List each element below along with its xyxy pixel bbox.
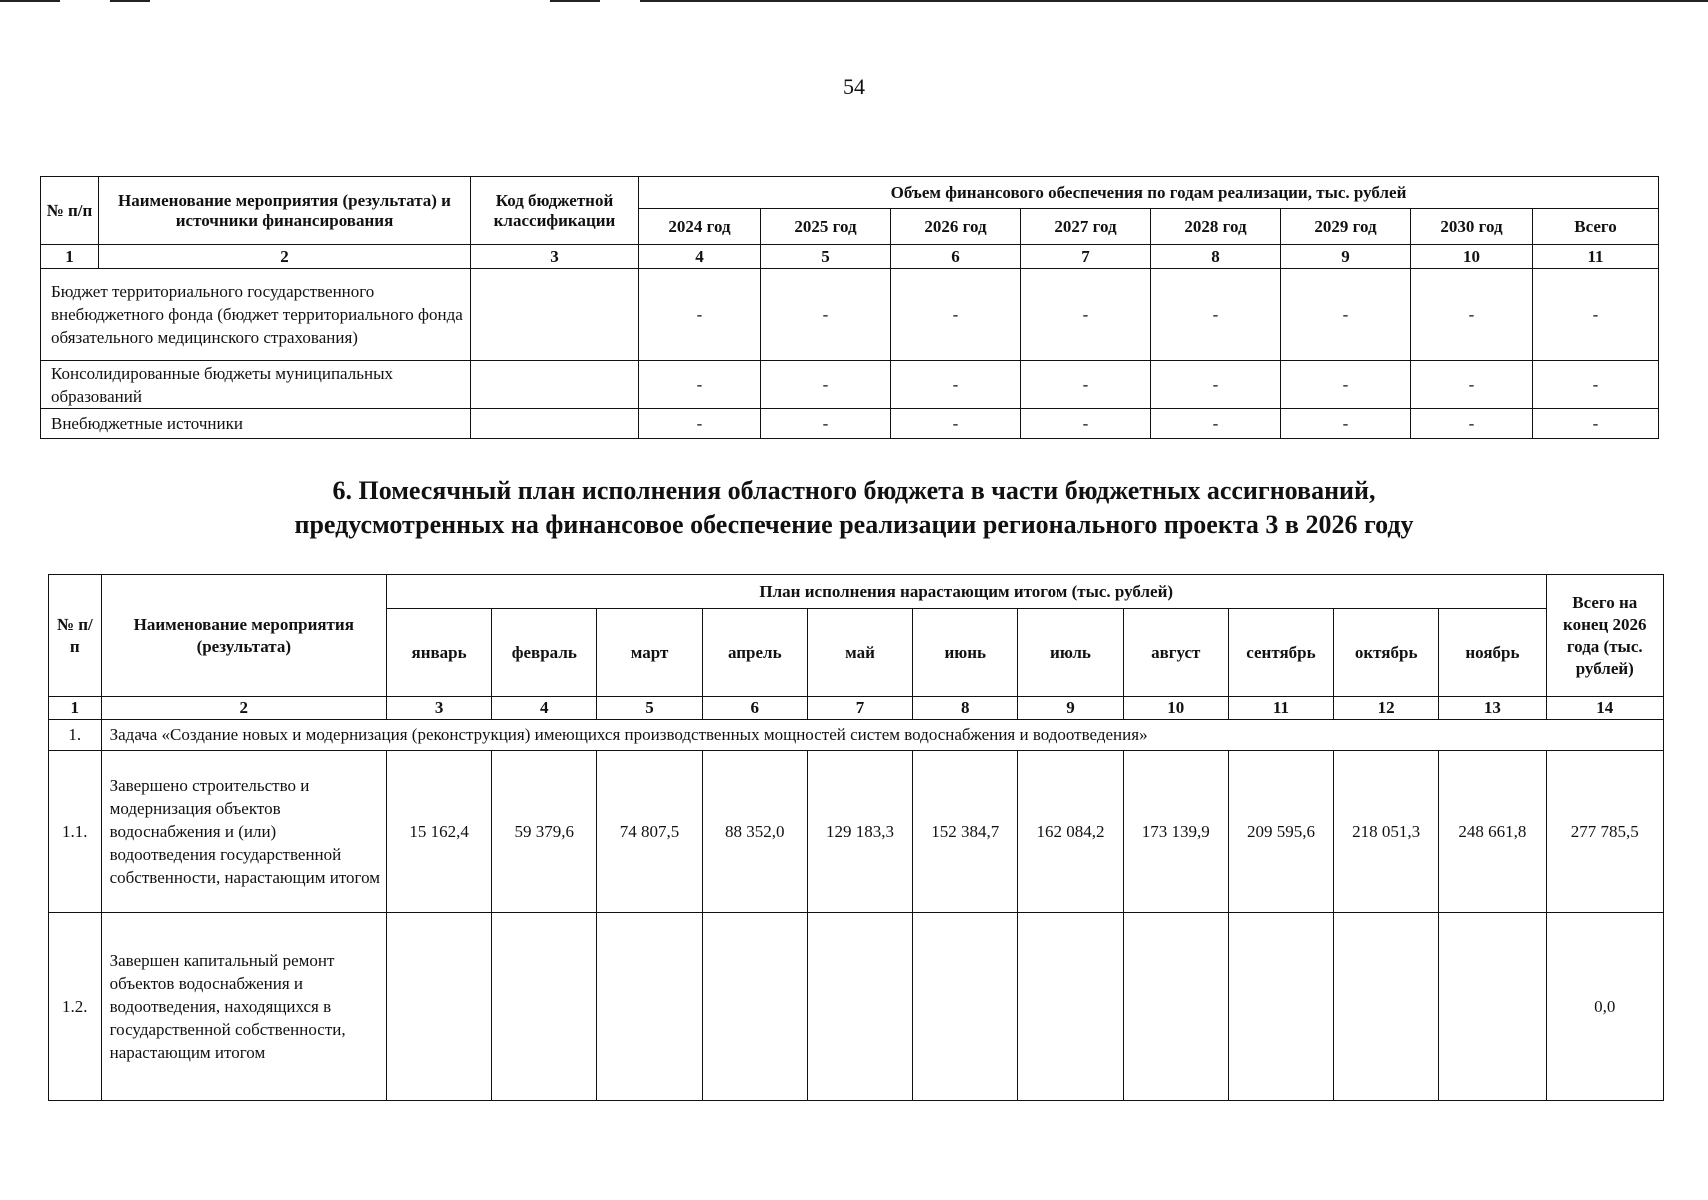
value-cell: -	[1411, 409, 1533, 439]
header-month: июль	[1018, 609, 1123, 697]
budget-code	[471, 409, 639, 439]
task-number: 1.	[49, 720, 102, 751]
column-number: 4	[639, 245, 761, 269]
value-cell: -	[1151, 361, 1281, 409]
column-number: 10	[1123, 697, 1228, 720]
value-cell: -	[1021, 269, 1151, 361]
value-cell: -	[1151, 409, 1281, 439]
header-month: август	[1123, 609, 1228, 697]
value-cell: -	[1021, 361, 1151, 409]
month-value	[597, 913, 702, 1101]
budget-code	[471, 269, 639, 361]
table-row	[41, 269, 1659, 361]
header-year: 2029 год	[1281, 209, 1411, 245]
header-year: 2024 год	[639, 209, 761, 245]
budget-code	[471, 361, 639, 409]
month-value: 15 162,4	[386, 751, 491, 913]
header-total: Всего на конец 2026 года (тыс. рублей)	[1546, 575, 1663, 697]
column-number: 8	[1151, 245, 1281, 269]
column-number: 7	[807, 697, 912, 720]
value-cell: -	[891, 409, 1021, 439]
value-cell: -	[761, 361, 891, 409]
header-month: ноябрь	[1439, 609, 1546, 697]
value-cell: -	[1533, 361, 1659, 409]
section-title-line: 6. Помесячный план исполнения областного бюджета в части бюджетных ассигнований,	[332, 476, 1376, 505]
header-month: май	[807, 609, 912, 697]
scan-edge-line	[0, 0, 60, 2]
task-text: Задача «Создание новых и модернизация (реконструкция) имеющихся производственных мощностей систем водоснабжения и водоотведения»	[101, 720, 1663, 751]
value-cell: -	[761, 409, 891, 439]
total-value: 277 785,5	[1546, 751, 1663, 913]
value-cell: -	[1281, 361, 1411, 409]
row-number: 1.1.	[49, 751, 102, 913]
task-row	[49, 720, 1664, 751]
header-year: 2028 год	[1151, 209, 1281, 245]
table-row	[41, 361, 1659, 409]
column-number: 11	[1228, 697, 1333, 720]
header-year: 2027 год	[1021, 209, 1151, 245]
column-number: 10	[1411, 245, 1533, 269]
table-row	[49, 751, 1664, 913]
month-value: 248 661,8	[1439, 751, 1546, 913]
column-number: 14	[1546, 697, 1663, 720]
value-cell: -	[1151, 269, 1281, 361]
month-value	[386, 913, 491, 1101]
month-value	[702, 913, 807, 1101]
header-year: 2030 год	[1411, 209, 1533, 245]
value-cell: -	[1021, 409, 1151, 439]
column-number: 5	[597, 697, 702, 720]
header-plan: План исполнения нарастающим итогом (тыс. рублей)	[386, 575, 1546, 609]
scan-edge-line	[640, 0, 1708, 2]
header-num: № п/п	[49, 575, 102, 697]
header-month: март	[597, 609, 702, 697]
column-number: 3	[471, 245, 639, 269]
table-row	[41, 409, 1659, 439]
month-value: 162 084,2	[1018, 751, 1123, 913]
activity-name: Завершен капитальный ремонт объектов водоснабжения и водоотведения, находящихся в государственной собственности, нарастающим итогом	[101, 913, 386, 1101]
value-cell: -	[1281, 269, 1411, 361]
column-number: 9	[1018, 697, 1123, 720]
column-number: 2	[101, 697, 386, 720]
header-name: Наименование мероприятия (результата)	[101, 575, 386, 697]
section-title-line: предусмотренных на финансовое обеспечение реализации регионального проекта 3 в 2026 году	[294, 510, 1414, 539]
value-cell: -	[1411, 269, 1533, 361]
column-number: 8	[913, 697, 1018, 720]
monthly-plan-table	[48, 574, 1664, 1101]
column-number: 6	[702, 697, 807, 720]
column-number-row	[49, 697, 1664, 720]
header-month: февраль	[492, 609, 597, 697]
section-title	[0, 474, 1708, 542]
month-value	[807, 913, 912, 1101]
month-value: 129 183,3	[807, 751, 912, 913]
column-number: 2	[99, 245, 471, 269]
month-value	[1018, 913, 1123, 1101]
funding-sources-table	[40, 176, 1659, 439]
header-volume: Объем финансового обеспечения по годам реализации, тыс. рублей	[639, 177, 1659, 209]
month-value: 152 384,7	[913, 751, 1018, 913]
value-cell: -	[1411, 361, 1533, 409]
value-cell: -	[891, 361, 1021, 409]
column-number: 3	[386, 697, 491, 720]
source-name: Внебюджетные источники	[41, 409, 471, 439]
header-month: январь	[386, 609, 491, 697]
column-number-row	[41, 245, 1659, 269]
row-number: 1.2.	[49, 913, 102, 1101]
month-value	[1123, 913, 1228, 1101]
column-number: 13	[1439, 697, 1546, 720]
header-month: сентябрь	[1228, 609, 1333, 697]
month-value	[1228, 913, 1333, 1101]
header-year: 2026 год	[891, 209, 1021, 245]
header-year: 2025 год	[761, 209, 891, 245]
scan-edge-line	[550, 0, 600, 2]
value-cell: -	[1533, 409, 1659, 439]
month-value: 218 051,3	[1334, 751, 1439, 913]
month-value	[492, 913, 597, 1101]
table-row	[49, 913, 1664, 1101]
column-number: 6	[891, 245, 1021, 269]
value-cell: -	[1281, 409, 1411, 439]
column-number: 7	[1021, 245, 1151, 269]
activity-name: Завершено строительство и модернизация объектов водоснабжения и (или) водоотведения государственной собственности, нарастающим итогом	[101, 751, 386, 913]
header-code: Код бюджетной классификации	[471, 177, 639, 245]
month-value: 209 595,6	[1228, 751, 1333, 913]
value-cell: -	[639, 361, 761, 409]
header-num: № п/п	[41, 177, 99, 245]
header-name: Наименование мероприятия (результата) и источники финансирования	[99, 177, 471, 245]
column-number: 11	[1533, 245, 1659, 269]
month-value	[1439, 913, 1546, 1101]
month-value: 88 352,0	[702, 751, 807, 913]
page-number: 54	[843, 74, 865, 99]
source-name: Бюджет территориального государственного внебюджетного фонда (бюджет территориального фонда обязательного медицинского страхования)	[41, 269, 471, 361]
header-month: июнь	[913, 609, 1018, 697]
value-cell: -	[639, 269, 761, 361]
header-total: Всего	[1533, 209, 1659, 245]
scan-edge-line	[110, 0, 150, 2]
month-value: 74 807,5	[597, 751, 702, 913]
source-name: Консолидированные бюджеты муниципальных образований	[41, 361, 471, 409]
value-cell: -	[639, 409, 761, 439]
value-cell: -	[761, 269, 891, 361]
month-value: 173 139,9	[1123, 751, 1228, 913]
column-number: 9	[1281, 245, 1411, 269]
total-value: 0,0	[1546, 913, 1663, 1101]
column-number: 1	[49, 697, 102, 720]
column-number: 4	[492, 697, 597, 720]
header-month: апрель	[702, 609, 807, 697]
value-cell: -	[1533, 269, 1659, 361]
column-number: 1	[41, 245, 99, 269]
month-value	[1334, 913, 1439, 1101]
header-month: октябрь	[1334, 609, 1439, 697]
month-value	[913, 913, 1018, 1101]
value-cell: -	[891, 269, 1021, 361]
column-number: 12	[1334, 697, 1439, 720]
column-number: 5	[761, 245, 891, 269]
month-value: 59 379,6	[492, 751, 597, 913]
